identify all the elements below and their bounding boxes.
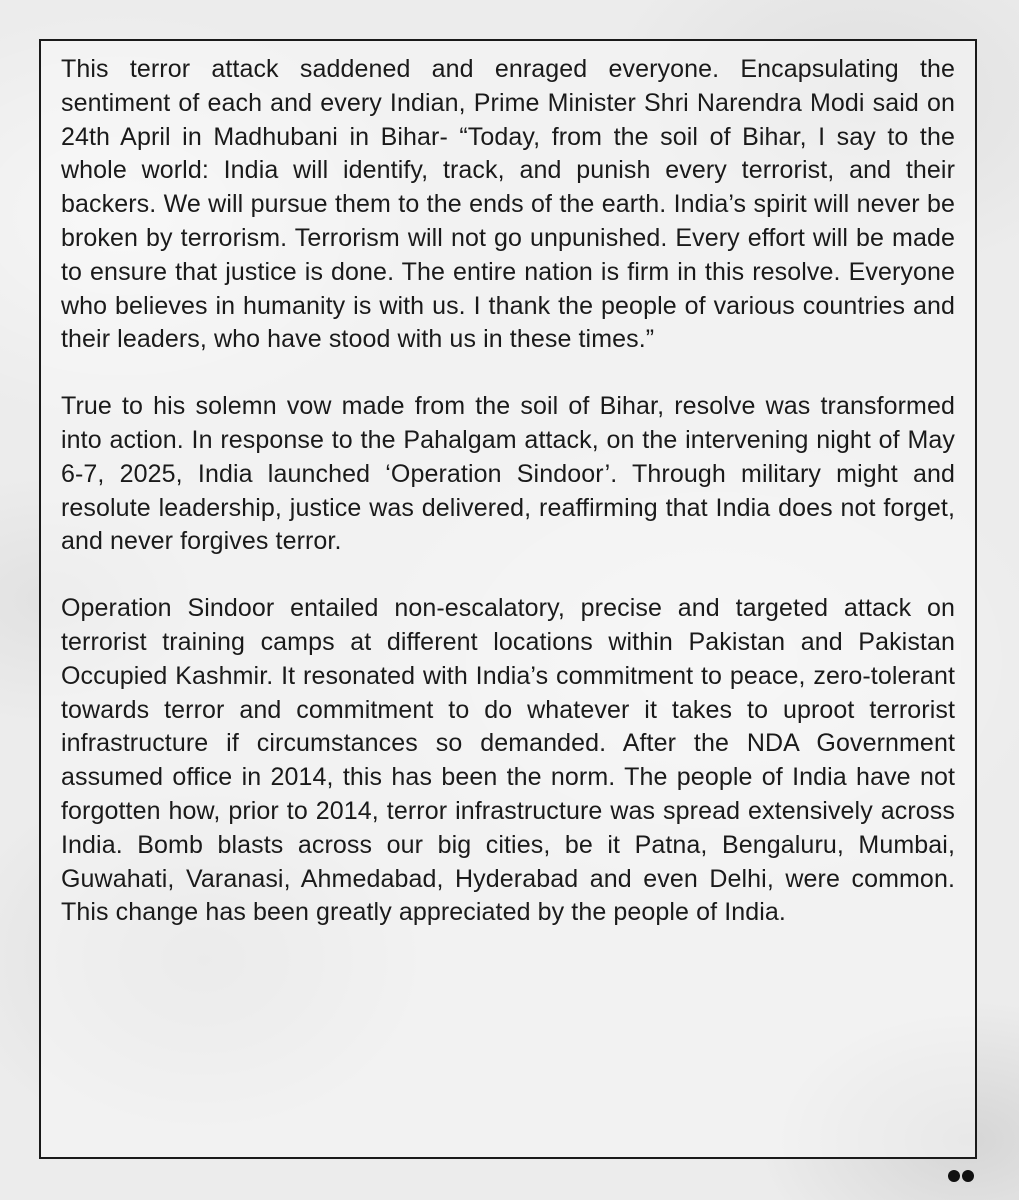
two-dots-icon [948,1170,974,1182]
paragraph-2: True to his solemn vow made from the soil of Bihar, resolve was transformed into action. In response to the Pahalgam attack, on the intervening night of May 6-7, 2025, India launched ‘Operation Sindoor’. Through military might and resolute leadership, justice was delivered, reaffirming that India does not forget, and never forgives terror. [61,392,955,556]
dot-icon [948,1170,960,1182]
dot-icon [962,1170,974,1182]
paragraph-1: This terror attack saddened and enraged everyone. Encapsulating the sentiment of each and every Indian, Prime Minister Shri Narendra Modi said on 24th April in Madhubani in Bihar- “Today, from the soil of Bihar, I say to the whole world: India will identify, track, and punish every terrorist, and their backers. We will pursue them to the ends of the earth. India’s spirit will never be broken by terrorism. Terrorism will not go unpunished. Every effort will be made to ensure that justice is done. The entire nation is firm in this resolve. Everyone who believes in humanity is with us. I thank the people of various countries and their leaders, who have stood with us in these times.” [61,55,955,354]
text-frame [39,39,977,1159]
paragraph-3: Operation Sindoor entailed non-escalatory, precise and targeted attack on terrorist training camps at different locations within Pakistan and Pakistan Occupied Kashmir. It resonated with India’s commitment to peace, zero-tolerant towards terror and commitment to do whatever it takes to uproot terrorist infrastructure if circumstances so demanded. After the NDA Government assumed office in 2014, this has been the norm. The people of India have not forgotten how, prior to 2014, terror infrastructure was spread extensively across India. Bomb blasts across our big cities, be it Patna, Bengaluru, Mumbai, Guwahati, Varanasi, Ahmedabad, Hyderabad and even Delhi, were common. This change has been greatly appreciated by the people of India. [61,594,955,927]
document-body [61,53,955,930]
